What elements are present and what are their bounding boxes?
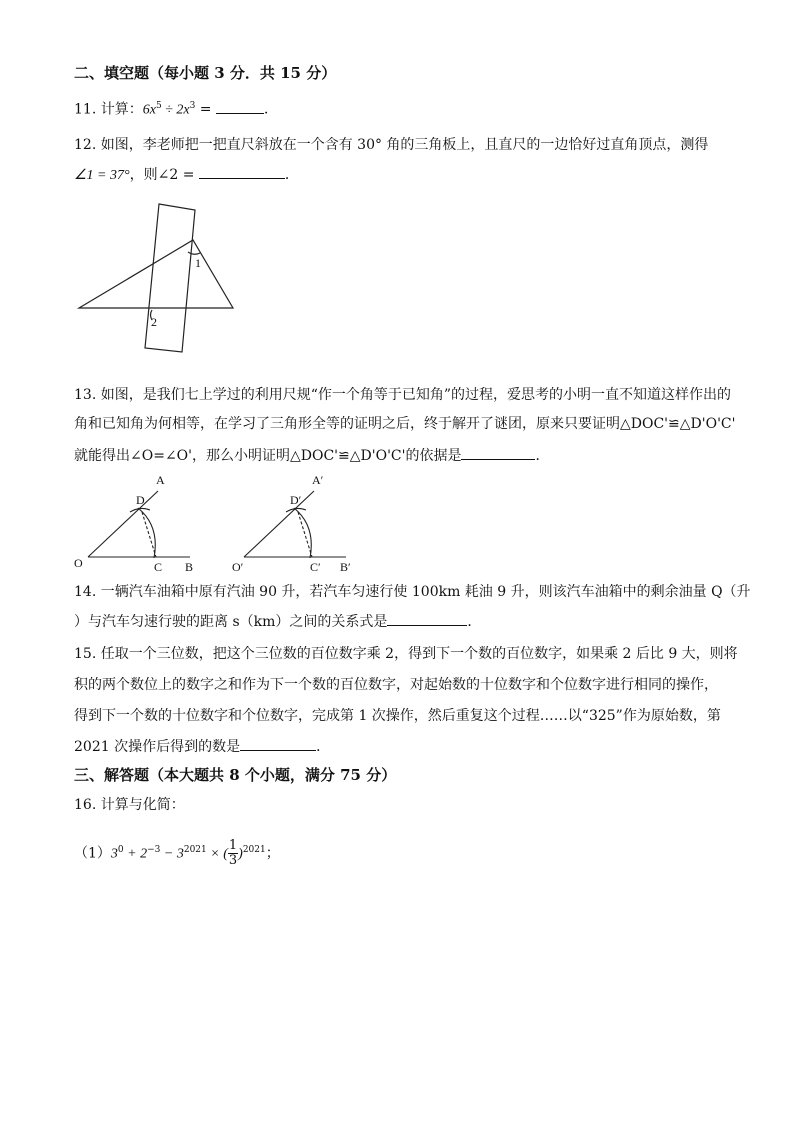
question-11 bbox=[74, 96, 278, 121]
q12-line1: 12. 如图，李老师把一把直尺斜放在一个含有 30° 角的三角板上，且直尺的一边恰好过直角顶点，测得 bbox=[74, 137, 709, 153]
q13-answer-blank[interactable] bbox=[461, 445, 535, 460]
q16-part1-label: （1） bbox=[74, 845, 111, 862]
q11-equals: = bbox=[195, 101, 216, 118]
q16-label: 16. 计算与化简： bbox=[74, 797, 185, 813]
q16-term2-exp: −3 bbox=[147, 845, 161, 855]
label-O: O bbox=[74, 556, 83, 570]
q12-figure bbox=[75, 200, 255, 360]
q15-line2: 积的两个数位上的数字之和作为下一个数的百位数字，对起始数的十位数字和个位数字进行相同的操作， bbox=[74, 677, 718, 693]
arc-main bbox=[138, 508, 155, 558]
q16-term3-exp: 2021 bbox=[183, 845, 207, 855]
q16-part1 bbox=[74, 833, 280, 872]
q14-line2-text: ）与汽车匀速行驶的距离 s（km）之间的关系式是 bbox=[74, 614, 388, 630]
q11-term-a: 6x bbox=[142, 102, 156, 118]
q16-term1-exp: 0 bbox=[117, 845, 124, 855]
q16-end: ； bbox=[265, 845, 280, 862]
q11-label: 11. 计算： bbox=[74, 101, 143, 118]
q15-line4 bbox=[74, 736, 330, 757]
q12-label-2: 2 bbox=[151, 315, 157, 329]
label-B-prime: B′ bbox=[340, 560, 351, 574]
ruler-shape bbox=[145, 204, 195, 352]
label-C-prime: C′ bbox=[310, 560, 321, 574]
q14-line2 bbox=[74, 611, 481, 632]
triangle-shape bbox=[79, 240, 233, 308]
q15-answer-blank[interactable] bbox=[240, 736, 316, 751]
q12-line2 bbox=[74, 164, 299, 186]
q12-answer-blank[interactable] bbox=[199, 164, 285, 179]
q12-angle1: ∠1 = 37° bbox=[74, 168, 130, 183]
q13-figure-copy bbox=[228, 474, 358, 574]
q14-end: ． bbox=[467, 614, 482, 630]
q12-end: ． bbox=[284, 167, 299, 183]
q11-exp-a: 5 bbox=[155, 101, 162, 111]
q11-term-b: ÷ 2x bbox=[161, 102, 190, 118]
section-heading-solutions: 三、解答题（本大题共 8 个小题，满分 75 分） bbox=[74, 766, 397, 784]
q12-label-1: 1 bbox=[195, 256, 201, 270]
label-A: A bbox=[156, 473, 165, 487]
section-heading-fill-in: 二、填空题（每小题 3 分．共 15 分） bbox=[74, 64, 337, 82]
q11-answer-blank[interactable] bbox=[216, 99, 264, 114]
q13-line3 bbox=[74, 445, 549, 466]
q15-line3: 得到下一个数的十位数字和个位数字，完成第 1 次操作，然后重复这个过程……以“325”作为原始数，第 bbox=[74, 708, 721, 724]
q16-term2: + 2 bbox=[123, 846, 148, 862]
q13-figure-original bbox=[70, 474, 200, 574]
q13-line3-text: 就能得出∠O=∠O'，那么小明证明△DOC'≌△D'O'C'的依据是 bbox=[74, 448, 462, 464]
q16-term4: × ( bbox=[206, 846, 228, 862]
q15-end: ． bbox=[316, 739, 331, 755]
ray-OA-prime bbox=[244, 491, 314, 557]
angle1-arc bbox=[188, 252, 200, 254]
label-C: C bbox=[154, 560, 163, 574]
q13-line2: 角和已知角为何相等，在学习了三角形全等的证明之后，终于解开了谜团，原来只要证明△DOC'≌△D'O'C' bbox=[74, 416, 736, 432]
q16-term3: − 3 bbox=[160, 846, 184, 862]
q12-angle2-text: ，则∠2 = bbox=[129, 167, 199, 183]
arc-main-prime bbox=[294, 508, 311, 558]
q16-term1: 3 bbox=[110, 846, 118, 862]
q11-exp-b: 3 bbox=[189, 101, 196, 111]
q16-term5: ) bbox=[238, 846, 243, 862]
q13-end: ． bbox=[535, 448, 550, 464]
q16-fraction bbox=[228, 839, 238, 868]
label-D: D bbox=[136, 493, 145, 507]
q14-answer-blank[interactable] bbox=[387, 611, 467, 626]
label-B: B bbox=[185, 560, 194, 574]
label-O-prime: O′ bbox=[232, 560, 244, 574]
q15-line4-text: 2021 次操作后得到的数是 bbox=[74, 739, 241, 755]
q15-line1: 15. 任取一个三位数，把这个三位数的百位数字乘 2，得到下一个数的百位数字，如果乘 2 后比 9 大，则将 bbox=[74, 646, 738, 662]
label-D-prime: D′ bbox=[290, 493, 302, 507]
q14-line1: 14. 一辆汽车油箱中原有汽油 90 升，若汽车匀速行使 100km 耗油 9 升，则该汽车油箱中的剩余油量 Q（升 bbox=[74, 584, 751, 600]
q13-line1: 13. 如图，是我们七上学过的利用尺规“作一个角等于已知角”的过程，爱思考的小明一直不知道这样作出的 bbox=[74, 387, 732, 403]
q16-term5-exp: 2021 bbox=[242, 845, 266, 855]
q16-frac-num: 1 bbox=[228, 838, 238, 854]
q16-frac-den: 3 bbox=[228, 853, 238, 869]
ray-OA bbox=[88, 491, 158, 557]
q11-end: ． bbox=[263, 101, 278, 118]
label-A-prime: A′ bbox=[312, 473, 324, 487]
